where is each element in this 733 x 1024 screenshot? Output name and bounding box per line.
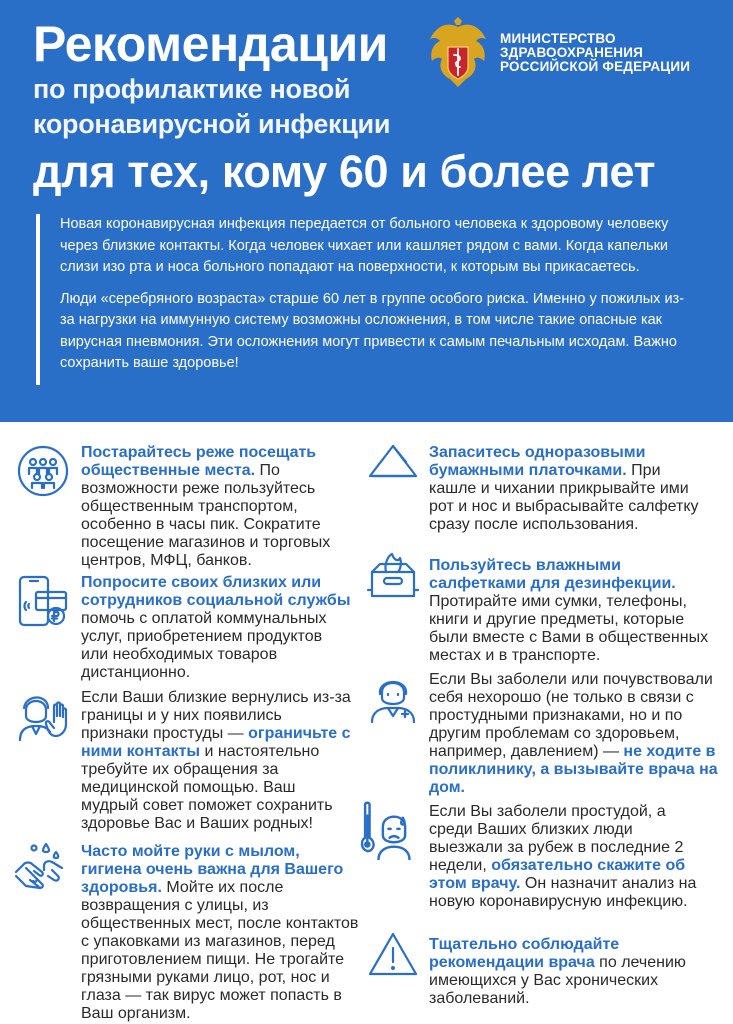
tip-avoid-crowds-body: По возможности реже пользуйтесь общественным транспортом, особенно в часы пик. Сократите посещение магазинов и торговых центров, МФЦ, банков.: [81, 462, 331, 569]
tip-tell-doctor-body: Он назначит анализ на новую коронавирусную инфекцию.: [429, 875, 697, 910]
ministry-line-3: РОССИЙСКОЙ ФЕДЕРАЦИИ: [500, 59, 691, 74]
tip-chronic-body: по лечению имеющихся у Вас хронических заболеваний.: [429, 954, 686, 1007]
stop-hand-icon: [16, 688, 70, 742]
tissue-icon: [366, 438, 420, 492]
doctor-icon: [366, 670, 420, 724]
tip-avoid-crowds-text: [81, 444, 351, 570]
wipes-box-icon: [366, 550, 420, 604]
tip-call-doctor-pre: Если Вы заболели или почувствовали себя нехорошо (не только в связи с простудными признаками, но и по другим проблемам со здоровьем, например, давлением) —: [429, 671, 713, 760]
tip-tissues-bold: Запаситесь одноразовыми бумажными платочками.: [429, 444, 646, 479]
tip-call-doctor-bold: не ходите в поликлинику, а вызывайте врача на дом.: [429, 743, 718, 796]
tip-wash-hands-body: Мойте их после возвращения с улицы, из общественных мест, после контактов с упаковками из магазинов, перед приготовлением пищи. Не трогайте грязными руками лицо, рот, нос и глаза — так вирус может попасть в Ваш организм.: [81, 879, 359, 1022]
page-title: Рекомендации: [33, 16, 388, 72]
tip-tell-doctor-text: [429, 803, 709, 911]
tip-call-doctor-text: [429, 671, 719, 797]
tip-tissues-body: При кашле и чихании прикрывайте ими рот и нос и выбрасывайте салфетку сразу после использования.: [429, 462, 699, 533]
tip-wash-hands-text: [81, 843, 361, 1023]
phone-payment-icon: [16, 574, 70, 628]
audience-title: для тех, кому 60 и более лет: [33, 146, 656, 197]
tip-chronic-text: [429, 936, 719, 1008]
tip-limit-contacts-bold: ограничьте с ними контакты: [81, 725, 351, 760]
crowd-icon: [16, 444, 70, 498]
tip-limit-contacts-text: [81, 689, 351, 833]
ministry-name: [500, 32, 690, 74]
tip-remote-help-text: [81, 574, 351, 682]
subtitle-line-1: по профилактике новой: [33, 74, 351, 104]
intro-block: [36, 214, 696, 385]
fever-thermometer-icon: [354, 800, 414, 860]
ministry-line-1: МИНИСТЕРСТВО: [500, 31, 616, 46]
tip-wipes-text: [429, 557, 719, 665]
tip-wipes-body: Протирайте ими сумки, телефоны, книги и другие предметы, которые были вместе с Вами в общественных местах и в транспорте.: [429, 593, 709, 664]
subtitle-line-2: коронавирусной инфекции: [33, 109, 391, 139]
tip-tell-doctor-bold: обязательно скажите об этом врачу.: [429, 857, 686, 892]
coat-of-arms-emblem: [424, 17, 492, 93]
intro-paragraph-2: Люди «серебряного возраста» старше 60 лет в группе особого риска. Именно у пожилых из-за нагрузки на иммунную систему возможны осложнения, в том числе такие опасные как вирусная пневмония. Эти осложнения могут привести к самым печальным исходам. Важно сохранить ваше здоровье!: [60, 290, 685, 371]
tip-tissues-text: [429, 444, 709, 534]
header-banner: [0, 0, 733, 422]
tip-wash-hands-bold: Часто мойте руки с мылом, гигиена очень важна для Вашего здоровья.: [81, 843, 344, 896]
page-subtitle: [33, 72, 390, 142]
tip-tell-doctor-pre: Если Вы заболели простудой, а среди Ваших близких люди выезжали за рубеж в последние 2 недели,: [429, 803, 684, 874]
tip-chronic-bold: Тщательно соблюдайте рекомендации врача: [429, 936, 620, 971]
tip-wipes-bold: Пользуйтесь влажными салфетками для дезинфекции.: [429, 557, 676, 592]
tip-limit-contacts-pre: Если Ваши близкие вернулись из-за границы и у них появились признаки простуды —: [81, 689, 351, 742]
intro-paragraph-1: Новая коронавирусная инфекция передается от больного человека к здоровому человеку через близкие контакты. Когда человек чихает или кашляет рядом с вами. Когда капельки слизи изо рта и носа больного попадают на поверхности, к которым вы прикасаетесь.: [60, 216, 669, 275]
tip-avoid-crowds-bold: Постарайтесь реже посещать общественные места.: [81, 444, 317, 479]
tip-remote-help-body: помочь с оплатой коммунальных услуг, приобретением продуктов или необходимых товаров дистанционно.: [81, 610, 327, 681]
tip-limit-contacts-body: и настоятельно требуйте их обращения за медицинской помощью. Ваш мудрый совет поможет сохранить здоровье Вас и Ваших родных!: [81, 743, 333, 832]
hand-washing-icon: [12, 838, 66, 892]
tip-remote-help-bold: Попросите своих близких или сотрудников социальной службы: [81, 574, 351, 609]
warning-icon: [366, 928, 420, 982]
ministry-line-2: ЗДРАВООХРАНЕНИЯ: [500, 45, 644, 60]
